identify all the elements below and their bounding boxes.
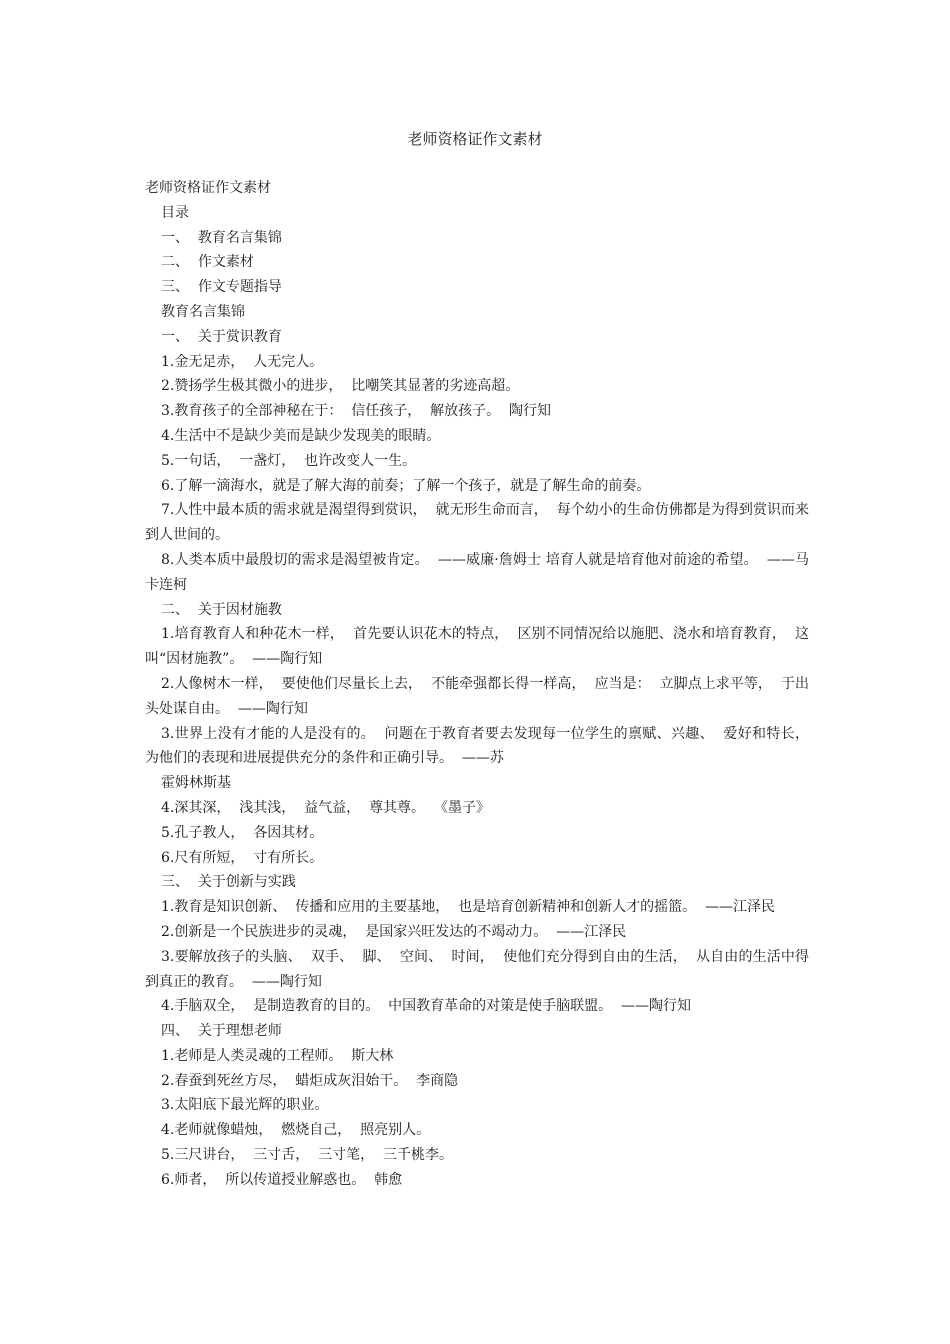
text-line: 1.教育是知识创新、 传播和应用的主要基地， 也是培育创新精神和创新人才的摇篮。 ——江泽民 — [161, 899, 776, 916]
text-line: 一、 关于赏识教育 — [161, 328, 282, 345]
text-line: 5.三尺讲台， 三寸舌， 三寸笔， 三千桃李。 — [161, 1147, 454, 1164]
text-line: 三、 作文专题指导 — [161, 279, 282, 296]
text-line: 霍姆林斯基 — [161, 775, 231, 792]
text-line: 6.了解一滴海水，就是了解大海的前奏；了解一个孩子，就是了解生命的前奏。 — [161, 477, 651, 494]
document-title: 老师资格证作文素材 — [407, 130, 543, 148]
text-line: 6.师者， 所以传道授业解惑也。 韩愈 — [161, 1171, 403, 1188]
text-line: 1.老师是人类灵魂的工程师。 斯大林 — [161, 1047, 394, 1064]
text-line: 3.要解放孩子的头脑、 双手、 脚、 空间、 时间， 使他们充分得到自由的生活， 从自由的生活中得到真正的教育。 ——陶行知 — [145, 948, 809, 990]
text-line: 2.创新是一个民族进步的灵魂， 是国家兴旺发达的不竭动力。 ——江泽民 — [161, 923, 627, 940]
document-body — [145, 176, 818, 1193]
text-line: 老师资格证作文素材 — [145, 180, 271, 196]
text-line: 5.一句话， 一盏灯， 也许改变人一生。 — [161, 452, 417, 469]
text-line: 2.人像树木一样， 要使他们尽量长上去， 不能牵强都长得一样高， 应当是： 立脚点上求平等， 于出头处谋自由。 ——陶行知 — [145, 675, 809, 717]
text-line: 6.尺有所短， 寸有所长。 — [161, 849, 324, 866]
text-line: 二、 关于因材施教 — [161, 601, 282, 618]
text-line: 三、 关于创新与实践 — [161, 874, 296, 891]
text-line: 7.人性中最本质的需求就是渴望得到赏识， 就无形生命而言， 每个幼小的生命仿佛都是为得到赏识而来到人世间的。 — [145, 502, 809, 544]
text-line: 一、 教育名言集锦 — [161, 229, 282, 246]
text-line: 二、 作文素材 — [161, 254, 254, 271]
text-line: 目录 — [161, 204, 189, 221]
text-line: 4.手脑双全， 是制造教育的目的。 中国教育革命的对策是使手脑联盟。 ——陶行知 — [161, 998, 692, 1015]
text-line: 3.太阳底下最光辉的职业。 — [161, 1097, 329, 1114]
text-line: 2.春蚕到死丝方尽， 蜡炬成灰泪始干。 李商隐 — [161, 1072, 459, 1089]
text-line: 8.人类本质中最殷切的需求是渴望被肯定。 ——威廉·詹姆士 培育人就是培育他对前途的希望。 ——马卡连柯 — [145, 551, 809, 593]
text-line: 教育名言集锦 — [161, 303, 245, 320]
text-line: 3.世界上没有才能的人是没有的。 问题在于教育者要去发现每一位学生的禀赋、兴趣、 爱好和特长， 为他们的表现和进展提供充分的条件和正确引导。 ——苏 — [145, 725, 818, 767]
text-line: 四、 关于理想老师 — [161, 1023, 282, 1040]
text-line: 3.教育孩子的全部神秘在于： 信任孩子， 解放孩子。 陶行知 — [161, 403, 552, 420]
text-line: 4.生活中不是缺少美而是缺少发现美的眼睛。 — [161, 427, 441, 444]
text-line: 1.培育教育人和种花木一样， 首先要认识花木的特点， 区别不同情况给以施肥、浇水和培育教育， 这叫“因材施教”。 ——陶行知 — [145, 626, 809, 668]
text-line: 4.深其深， 浅其浅， 益气益， 尊其尊。 《墨子》 — [161, 799, 490, 816]
text-line: 1.金无足赤， 人无完人。 — [161, 353, 324, 370]
text-line: 2.赞扬学生极其微小的进步， 比嘲笑其显著的劣迹高超。 — [161, 378, 520, 395]
text-line: 5.孔子教人， 各因其材。 — [161, 824, 324, 841]
text-line: 4.老师就像蜡烛， 燃烧自己， 照亮别人。 — [161, 1122, 431, 1139]
